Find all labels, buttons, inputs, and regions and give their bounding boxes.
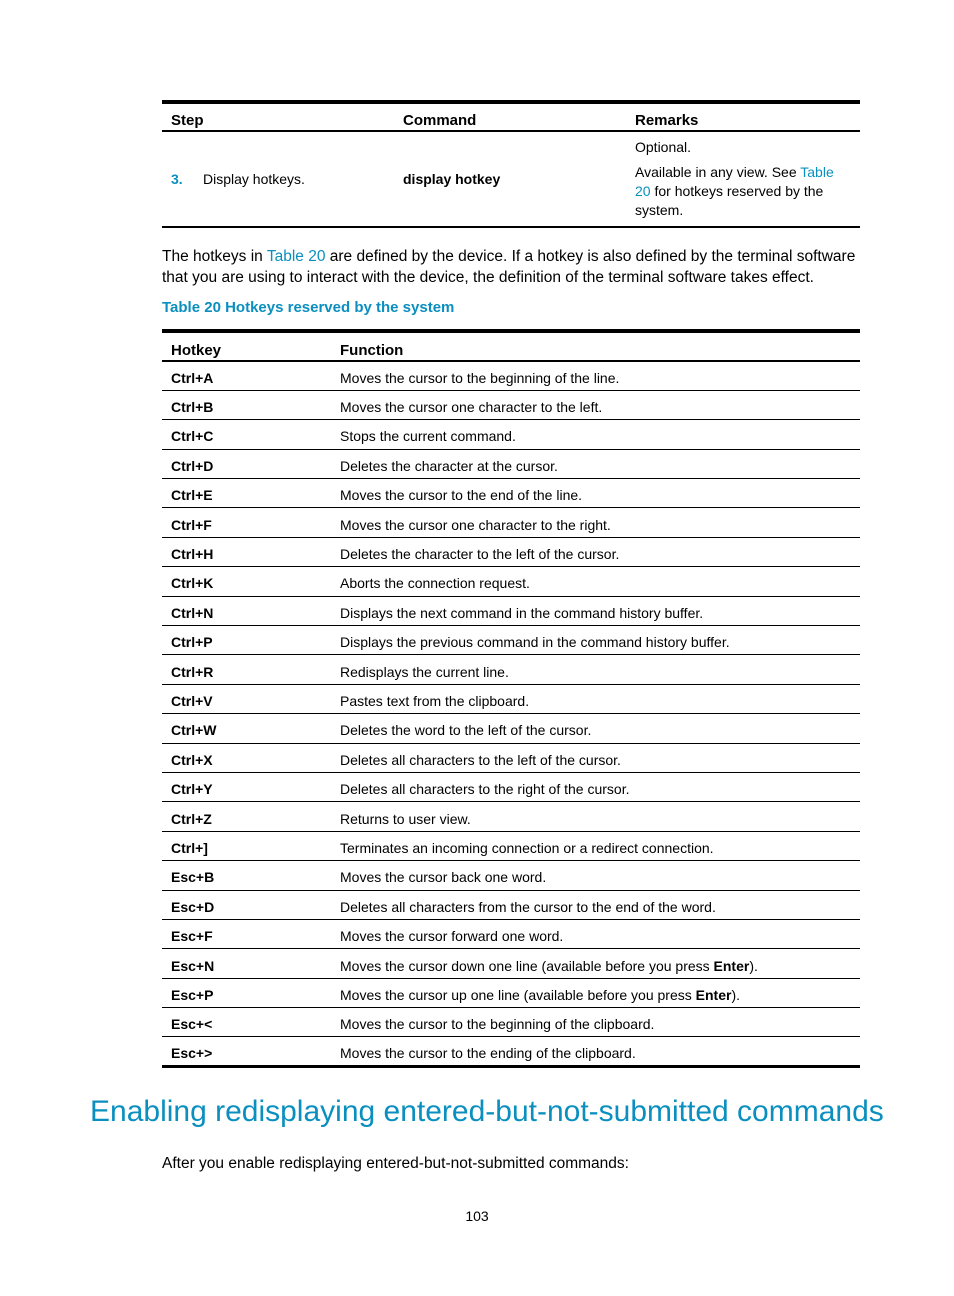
function-cell: Moves the cursor to the end of the line. <box>340 487 583 504</box>
hotkey-cell: Ctrl+B <box>171 399 214 416</box>
header-hotkey: Hotkey <box>171 341 222 359</box>
table-20-link[interactable]: Table 20 <box>635 164 834 199</box>
function-cell: Pastes text from the clipboard. <box>340 692 530 709</box>
header-command: Command <box>403 112 477 129</box>
table-row <box>162 390 860 419</box>
hotkey-cell: Ctrl+H <box>171 546 214 563</box>
header-remarks: Remarks <box>635 112 699 129</box>
hotkey-cell: Ctrl+V <box>171 692 213 709</box>
table-row <box>162 890 860 919</box>
function-cell: Deletes all characters from the cursor to the end of the word. <box>340 898 716 915</box>
intro-paragraph <box>162 246 866 288</box>
remarks-text-a: Available in any view. See <box>635 164 801 180</box>
header-function: Function <box>340 341 404 359</box>
hotkey-cell: Ctrl+R <box>171 663 214 680</box>
function-cell <box>331 978 860 1007</box>
table-row <box>162 684 860 713</box>
function-cell: Terminates an incoming connection or a redirect connection. <box>340 839 714 856</box>
function-cell: Moves the cursor one character to the left. <box>340 399 603 416</box>
hotkey-cell: Ctrl+] <box>171 839 208 856</box>
function-cell: Moves the cursor back one word. <box>340 869 547 886</box>
remarks-text-b: for hotkeys reserved by the system. <box>635 183 824 218</box>
table-row <box>162 919 860 948</box>
hotkey-cell: Esc+F <box>171 928 213 945</box>
header-step: Step <box>171 112 204 129</box>
intro-table-link[interactable]: Table 20 <box>266 248 326 265</box>
command-text: display hotkey <box>403 171 501 187</box>
hotkey-cell: Ctrl+A <box>171 369 214 386</box>
step-table-header <box>162 102 860 131</box>
function-cell: Moves the cursor to the beginning of the line. <box>340 369 620 386</box>
function-cell <box>331 949 860 978</box>
body-paragraph: After you enable redisplaying entered-but-not-submitted commands: <box>162 1155 629 1172</box>
intro-text-b: are defined by the device. If a hotkey is also defined by the terminal software that you are using to interact with the device, the definition of the terminal software takes effect. <box>162 248 856 286</box>
function-cell: Displays the next command in the command history buffer. <box>340 604 704 621</box>
function-cell: Deletes the character to the left of the cursor. <box>340 546 620 563</box>
hotkey-cell: Ctrl+D <box>171 457 214 474</box>
function-cell: Displays the previous command in the command history buffer. <box>340 634 730 651</box>
function-cell: Aborts the connection request. <box>340 575 530 592</box>
step-number: 3. <box>171 171 183 187</box>
table-row <box>162 626 860 655</box>
function-cell: Stops the current command. <box>340 428 516 445</box>
table-row <box>162 567 860 596</box>
remarks-cell <box>626 131 860 227</box>
remarks-optional: Optional. <box>635 139 692 155</box>
hotkey-cell: Ctrl+W <box>171 722 217 739</box>
hotkey-cell: Esc+B <box>171 869 215 886</box>
hotkey-cell: Esc+D <box>171 898 215 915</box>
hotkey-cell: Esc+< <box>171 1016 213 1033</box>
step-text: Display hotkeys. <box>203 171 305 187</box>
hotkey-cell: Ctrl+Y <box>171 781 213 798</box>
enter-key-label: Enter <box>713 957 750 974</box>
intro-text-a: The hotkeys in <box>162 248 267 265</box>
function-cell: Deletes the character at the cursor. <box>340 457 558 474</box>
command-cell <box>394 131 626 227</box>
hotkey-cell: Ctrl+F <box>171 516 212 533</box>
hotkey-cell: Ctrl+K <box>171 575 214 592</box>
function-cell: Moves the cursor one character to the right. <box>340 516 611 533</box>
hotkey-cell: Esc+> <box>171 1045 213 1062</box>
hotkey-table <box>162 329 860 1068</box>
table-row <box>162 1008 860 1037</box>
table-row <box>162 361 860 390</box>
hotkey-cell: Ctrl+C <box>171 428 214 445</box>
hotkey-cell: Esc+N <box>171 957 215 974</box>
function-cell: Moves the cursor to the ending of the clipboard. <box>340 1045 636 1062</box>
table-row <box>162 861 860 890</box>
table-row <box>162 978 860 1007</box>
function-text: Moves the cursor down one line (available before you press <box>340 957 714 974</box>
function-cell: Moves the cursor to the beginning of the clipboard. <box>340 1016 655 1033</box>
hotkey-cell: Ctrl+P <box>171 634 213 651</box>
hotkey-cell: Ctrl+X <box>171 751 213 768</box>
table-row <box>162 537 860 566</box>
section-heading: Enabling redisplaying entered-but-not-submitted commands <box>90 1095 884 1128</box>
table-row <box>162 1037 860 1066</box>
function-text-end: ). <box>749 957 758 974</box>
page-number: 103 <box>465 1208 489 1224</box>
table-row <box>162 508 860 537</box>
table-row <box>162 772 860 801</box>
function-cell: Returns to user view. <box>340 810 471 827</box>
table-row <box>162 420 860 449</box>
step-table <box>162 100 860 228</box>
function-cell: Redisplays the current line. <box>340 663 509 680</box>
hotkey-table-header <box>162 331 860 361</box>
table-row <box>162 479 860 508</box>
table-row <box>162 596 860 625</box>
table-row <box>162 949 860 978</box>
step-row <box>162 131 860 227</box>
step-cell <box>162 131 394 227</box>
function-cell: Deletes all characters to the right of the cursor. <box>340 781 630 798</box>
function-cell: Moves the cursor forward one word. <box>340 928 564 945</box>
table-caption: Table 20 Hotkeys reserved by the system <box>162 299 455 316</box>
function-text: Moves the cursor up one line (available before you press <box>340 986 696 1003</box>
hotkey-table-body <box>162 361 860 1066</box>
remarks-detail <box>635 163 851 220</box>
function-text-end: ). <box>731 986 740 1003</box>
table-row <box>162 655 860 684</box>
function-cell: Deletes all characters to the left of the cursor. <box>340 751 621 768</box>
table-row <box>162 831 860 860</box>
hotkey-cell: Ctrl+N <box>171 604 214 621</box>
table-row <box>162 449 860 478</box>
hotkey-cell: Ctrl+Z <box>171 810 212 827</box>
enter-key-label: Enter <box>695 986 732 1003</box>
hotkey-cell: Esc+P <box>171 986 214 1003</box>
hotkey-cell: Ctrl+E <box>171 487 213 504</box>
table-row <box>162 743 860 772</box>
function-cell: Deletes the word to the left of the cursor. <box>340 722 592 739</box>
table-row <box>162 714 860 743</box>
table-row <box>162 802 860 831</box>
